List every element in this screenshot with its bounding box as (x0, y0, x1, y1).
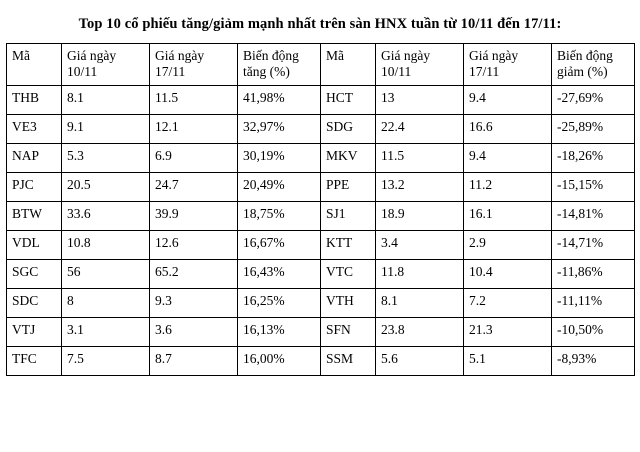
cell-price-1711-down: 11.2 (464, 172, 552, 201)
cell-ticker-up: TFC (7, 346, 62, 375)
cell-price-1711-up: 11.5 (150, 85, 238, 114)
cell-change-down: -14,81% (552, 201, 635, 230)
cell-price-1011-up: 3.1 (62, 317, 150, 346)
cell-price-1011-down: 8.1 (376, 288, 464, 317)
table-row (7, 288, 635, 317)
cell-change-up: 16,67% (238, 230, 321, 259)
cell-ticker-down: VTH (321, 288, 376, 317)
table-row (7, 143, 635, 172)
cell-price-1011-down: 3.4 (376, 230, 464, 259)
cell-change-up: 16,25% (238, 288, 321, 317)
column-header-price-1711-up: Giá ngày 17/11 (150, 44, 238, 86)
cell-ticker-down: SSM (321, 346, 376, 375)
cell-price-1711-up: 9.3 (150, 288, 238, 317)
column-header-price-1011-down: Giá ngày 10/11 (376, 44, 464, 86)
cell-change-down: -11,11% (552, 288, 635, 317)
cell-price-1011-down: 11.5 (376, 143, 464, 172)
cell-price-1711-up: 6.9 (150, 143, 238, 172)
cell-change-up: 16,00% (238, 346, 321, 375)
table-row (7, 317, 635, 346)
cell-price-1711-down: 16.6 (464, 114, 552, 143)
cell-change-up: 18,75% (238, 201, 321, 230)
cell-ticker-down: KTT (321, 230, 376, 259)
cell-price-1011-up: 56 (62, 259, 150, 288)
cell-change-down: -10,50% (552, 317, 635, 346)
table-row (7, 172, 635, 201)
table-row (7, 85, 635, 114)
cell-price-1711-down: 16.1 (464, 201, 552, 230)
cell-price-1711-down: 7.2 (464, 288, 552, 317)
cell-price-1711-up: 39.9 (150, 201, 238, 230)
cell-price-1711-up: 12.6 (150, 230, 238, 259)
cell-ticker-up: VTJ (7, 317, 62, 346)
table-row (7, 114, 635, 143)
cell-price-1711-up: 12.1 (150, 114, 238, 143)
cell-price-1011-up: 5.3 (62, 143, 150, 172)
cell-price-1011-down: 13 (376, 85, 464, 114)
cell-ticker-up: VE3 (7, 114, 62, 143)
column-header-ma-down: Mã (321, 44, 376, 86)
cell-change-up: 32,97% (238, 114, 321, 143)
cell-price-1011-down: 18.9 (376, 201, 464, 230)
cell-ticker-down: PPE (321, 172, 376, 201)
cell-ticker-down: SJ1 (321, 201, 376, 230)
page-title: Top 10 cổ phiếu tăng/giảm mạnh nhất trên sàn HNX tuần từ 10/11 đến 17/11: (78, 16, 562, 32)
column-header-change-up: Biến động tăng (%) (238, 44, 321, 86)
cell-ticker-up: NAP (7, 143, 62, 172)
cell-price-1011-down: 5.6 (376, 346, 464, 375)
cell-ticker-down: SDG (321, 114, 376, 143)
column-header-price-1011-up: Giá ngày 10/11 (62, 44, 150, 86)
table-header-row (7, 44, 635, 86)
cell-change-up: 16,13% (238, 317, 321, 346)
table-row (7, 230, 635, 259)
cell-ticker-down: SFN (321, 317, 376, 346)
table-row (7, 201, 635, 230)
cell-change-down: -11,86% (552, 259, 635, 288)
table-row (7, 259, 635, 288)
cell-ticker-down: MKV (321, 143, 376, 172)
cell-ticker-up: BTW (7, 201, 62, 230)
cell-ticker-up: VDL (7, 230, 62, 259)
cell-price-1711-down: 9.4 (464, 85, 552, 114)
cell-price-1711-up: 8.7 (150, 346, 238, 375)
cell-ticker-up: THB (7, 85, 62, 114)
cell-price-1711-up: 24.7 (150, 172, 238, 201)
table-body (7, 85, 635, 375)
cell-price-1711-up: 65.2 (150, 259, 238, 288)
table-header (7, 44, 635, 86)
cell-price-1011-up: 9.1 (62, 114, 150, 143)
cell-price-1711-down: 21.3 (464, 317, 552, 346)
cell-ticker-up: SGC (7, 259, 62, 288)
cell-change-up: 20,49% (238, 172, 321, 201)
cell-price-1011-down: 22.4 (376, 114, 464, 143)
cell-change-up: 41,98% (238, 85, 321, 114)
cell-ticker-up: PJC (7, 172, 62, 201)
cell-ticker-down: VTC (321, 259, 376, 288)
cell-price-1011-down: 11.8 (376, 259, 464, 288)
cell-price-1011-up: 20.5 (62, 172, 150, 201)
cell-price-1711-up: 3.6 (150, 317, 238, 346)
cell-change-up: 30,19% (238, 143, 321, 172)
cell-price-1011-down: 23.8 (376, 317, 464, 346)
cell-price-1011-up: 33.6 (62, 201, 150, 230)
column-header-ma-up: Mã (7, 44, 62, 86)
table-row (7, 346, 635, 375)
stock-movers-table (6, 43, 635, 376)
cell-change-down: -14,71% (552, 230, 635, 259)
cell-price-1711-down: 5.1 (464, 346, 552, 375)
cell-price-1711-down: 9.4 (464, 143, 552, 172)
cell-ticker-up: SDC (7, 288, 62, 317)
cell-change-up: 16,43% (238, 259, 321, 288)
cell-price-1711-down: 10.4 (464, 259, 552, 288)
cell-price-1011-up: 10.8 (62, 230, 150, 259)
cell-ticker-down: HCT (321, 85, 376, 114)
cell-price-1711-down: 2.9 (464, 230, 552, 259)
cell-price-1011-down: 13.2 (376, 172, 464, 201)
column-header-change-down: Biến động giảm (%) (552, 44, 635, 86)
cell-price-1011-up: 8.1 (62, 85, 150, 114)
column-header-price-1711-down: Giá ngày 17/11 (464, 44, 552, 86)
cell-change-down: -27,69% (552, 85, 635, 114)
cell-change-down: -18,26% (552, 143, 635, 172)
cell-price-1011-up: 7.5 (62, 346, 150, 375)
cell-change-down: -25,89% (552, 114, 635, 143)
cell-change-down: -15,15% (552, 172, 635, 201)
cell-change-down: -8,93% (552, 346, 635, 375)
cell-price-1011-up: 8 (62, 288, 150, 317)
